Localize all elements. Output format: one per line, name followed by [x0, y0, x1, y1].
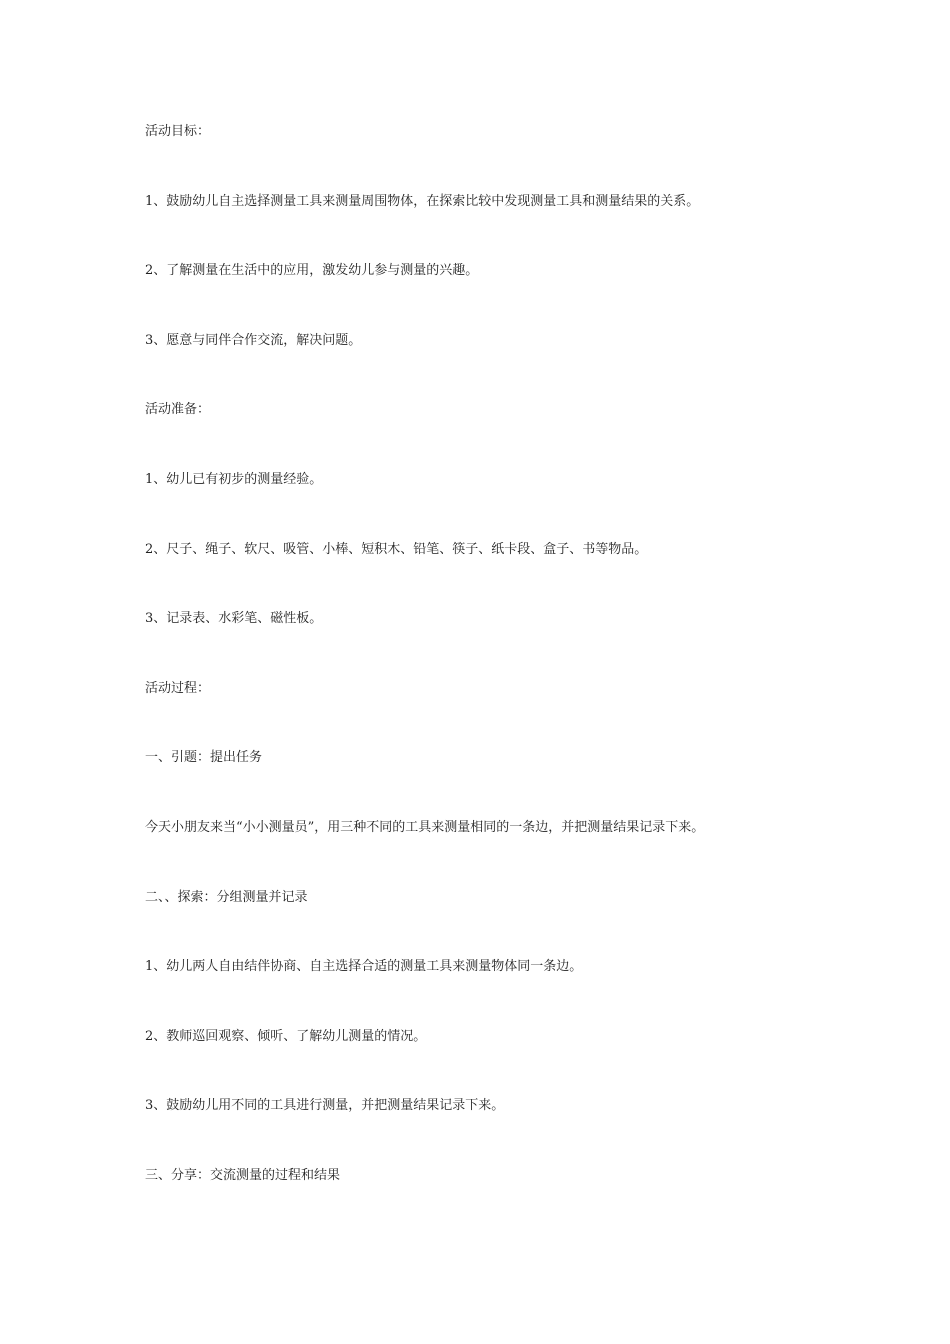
preparation-item-3: 3、记录表、水彩笔、磁性板。 — [145, 611, 323, 627]
preparation-item-2: 2、尺子、绳子、软尺、吸管、小棒、短积木、铅笔、筷子、纸卡段、盒子、书等物品。 — [145, 541, 648, 557]
process-step-heading-2: 二、、探索：分组测量并记录 — [145, 889, 308, 905]
section-heading-objectives: 活动目标： — [145, 124, 211, 139]
objective-item-2: 2、了解测量在生活中的应用，激发幼儿参与测量的兴趣。 — [145, 263, 479, 279]
section-heading-process: 活动过程： — [145, 680, 211, 696]
process-step-heading-1: 一、引题：提出任务 — [145, 750, 263, 766]
section-heading-preparation: 活动准备： — [145, 402, 211, 418]
objective-item-3: 3、愿意与同伴合作交流，解决问题。 — [145, 332, 362, 348]
objective-item-1: 1、鼓励幼儿自主选择测量工具来测量周围物体，在探索比较中发现测量工具和测量结果的关系。 — [145, 193, 700, 209]
process-step-heading-3: 三、分享：交流测量的过程和结果 — [145, 1167, 341, 1183]
preparation-item-1: 1、幼儿已有初步的测量经验。 — [145, 471, 323, 487]
process-step-2-item-1: 1、幼儿两人自由结伴协商、自主选择合适的测量工具来测量物体同一条边。 — [145, 959, 583, 975]
process-step-2-item-3: 3、鼓励幼儿用不同的工具进行测量，并把测量结果记录下来。 — [145, 1098, 505, 1114]
document-body — [145, 122, 825, 1236]
process-step-1-text: 今天小朋友来当“小小测量员”，用三种不同的工具来测量相同的一条边，并把测量结果记录下来。 — [145, 819, 705, 835]
process-step-2-item-2: 2、教师巡回观察、倾听、了解幼儿测量的情况。 — [145, 1028, 427, 1044]
